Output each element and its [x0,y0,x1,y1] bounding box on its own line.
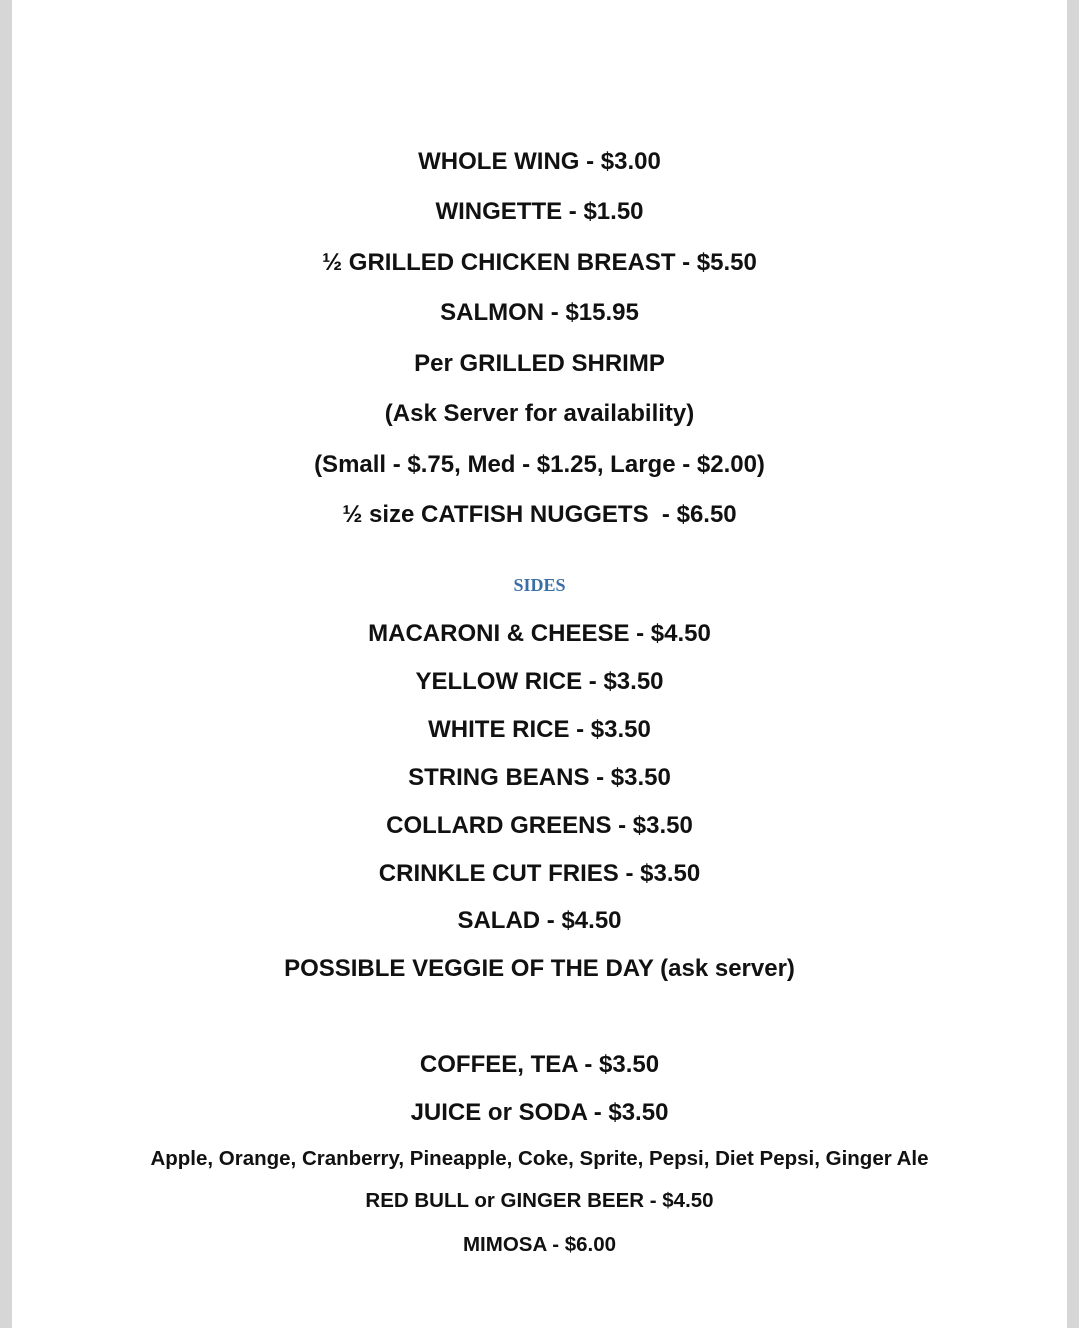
drink-item-juice-soda: JUICE or SODA - $3.50 [410,1099,669,1126]
menu-note-availability: (Ask Server for availability) [384,400,695,427]
menu-note-shrimp-sizes: (Small - $.75, Med - $1.25, Large - $2.00) [314,451,765,478]
side-item-veggie-of-day: POSSIBLE VEGGIE OF THE DAY (ask server) [284,955,795,982]
drink-item-mimosa: MIMOSA - $6.00 [462,1233,617,1256]
sides-heading: SIDES [513,575,566,595]
side-item-string-beans: STRING BEANS - $3.50 [408,764,671,791]
menu-item-salmon: SALMON - $15.95 [440,299,639,326]
side-item-yellow-rice: YELLOW RICE - $3.50 [415,668,664,695]
side-item-macaroni: MACARONI & CHEESE - $4.50 [368,620,711,647]
drink-item-coffee-tea: COFFEE, TEA - $3.50 [419,1051,660,1078]
side-item-salad: SALAD - $4.50 [457,907,622,934]
menu-item-grilled-chicken-breast: ½ GRILLED CHICKEN BREAST - $5.50 [322,249,757,276]
side-item-collard-greens: COLLARD GREENS - $3.50 [386,812,693,839]
drink-item-red-bull: RED BULL or GINGER BEER - $4.50 [365,1189,714,1212]
menu-item-grilled-shrimp: Per GRILLED SHRIMP [414,350,665,377]
menu-page [12,0,1067,1328]
menu-item-catfish-nuggets: ½ size CATFISH NUGGETS - $6.50 [342,501,737,528]
drink-flavors-list: Apple, Orange, Cranberry, Pineapple, Coke, Sprite, Pepsi, Diet Pepsi, Ginger Ale [150,1147,929,1170]
menu-item-whole-wing: WHOLE WING - $3.00 [418,148,661,175]
side-item-white-rice: WHITE RICE - $3.50 [428,716,651,743]
menu-item-wingette: WINGETTE - $1.50 [435,198,644,225]
side-item-fries: CRINKLE CUT FRIES - $3.50 [378,860,701,887]
